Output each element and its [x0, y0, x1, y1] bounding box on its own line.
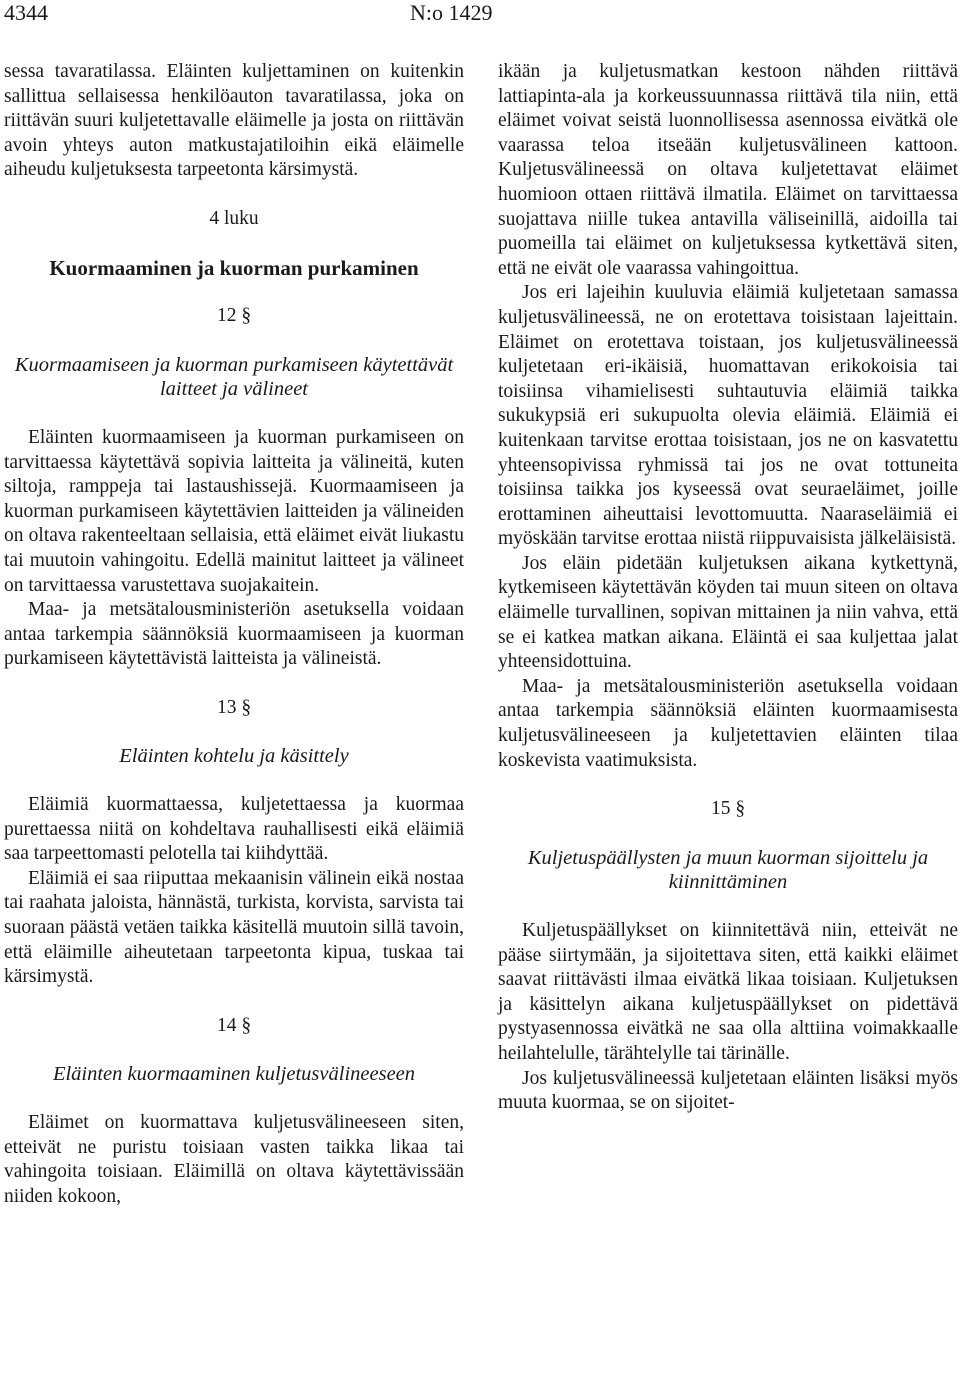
left-column: [4, 60, 464, 1209]
section-14-paragraph-3: Jos eläin pidetään kuljetuksen aikana kytkettynä, kytkemiseen käytettävän köyden tai muun siteen on oltava eläimelle turvallinen, sopivan mittainen ja niin vahva, että se ei katkea matkan aikana. Eläintä ei saa kuljettaa jalat yhteensidottuina.: [498, 552, 958, 673]
section-15-paragraph-2: Jos kuljetusvälineessä kuljetetaan eläinten lisäksi myös muuta kuormaa, se on sijoitet-: [498, 1067, 958, 1114]
section-12-title: Kuormaamiseen ja kuorman purkamiseen käytettävät laitteet ja välineet: [14, 353, 454, 401]
section-15-number: 15 §: [710, 798, 746, 820]
section-14-number: 14 §: [216, 1014, 252, 1036]
continued-paragraph: sessa tavaratilassa. Eläinten kuljettaminen on kuitenkin sallittua sellaisessa henkilöauton tavaratilassa, joka on riittävän suuri kuljetettavalle eläimelle ja josta on riittävän avoin yhteys auton matkustajatiloihin eikä eläimelle aiheudu kuljetuksesta tarpeetonta kärsimystä.: [4, 61, 464, 181]
section-14-title: Eläinten kuormaaminen kuljetusvälineeseen: [52, 1063, 416, 1086]
chapter-title: Kuormaaminen ja kuorman purkaminen: [49, 255, 419, 280]
section-13-paragraph-1: Eläimiä kuormattaessa, kuljetettaessa ja kuormaa purettaessa niitä on kohdeltava rauhallisesti eikä eläimiä saa tarpeettomasti pelotella tai kiihdyttää.: [4, 794, 464, 865]
section-13-paragraph-2: Eläimiä ei saa riiputtaa mekaanisin välinein eikä nostaa tai raahata jaloista, hännästä, turkista, korvista, sarvista tai suoraan päästä vetäen taikka käsitellä muutoin sillä tavoin, että eläimille aiheutetaan tarpeetonta kipua, tuskaa tai kärsimystä.: [4, 867, 464, 988]
chapter-number: 4 luku: [209, 207, 259, 229]
page-number: 4344: [4, 0, 48, 25]
section-13-title: Eläinten kohtelu ja käsittely: [119, 745, 349, 768]
section-14-paragraph-1: Eläimet on kuormattava kuljetusvälineeseen siten, etteivät ne puristu toisiaan vasten taikka likaa tai vahingoita toisiaan. Eläimillä on oltava käytettävissään niiden kokoon,: [4, 1112, 464, 1207]
section-12-paragraph-2: Maa- ja metsätalousministeriön asetuksella voidaan antaa tarkempia säännöksiä kuormaamiseen ja kuorman purkamiseen käytettävistä laitteista ja välineistä.: [4, 599, 464, 670]
section-12-paragraph-1: Eläinten kuormaamiseen ja kuorman purkamiseen on tarvittaessa käytettävä sopivia laitteita ja välineitä, kuten siltoja, ramppeja tai lastaushissejä. Kuormaamiseen ja kuorman purkamiseen käytettävien laitteiden ja välineiden on oltava rakenteeltaan sellaisia, että eläimet eivät liukastu tai muutoin vahingoitu. Edellä mainitut laitteet ja välineet on tarvittaessa varustettava suojakaitein.: [4, 426, 464, 596]
section-12-number: 12 §: [216, 305, 252, 327]
right-column: [498, 60, 958, 1116]
section-15-title: Kuljetuspäällysten ja muun kuorman sijoittelu ja kiinnittäminen: [527, 846, 929, 894]
section-14-paragraph-4: Maa- ja metsätalousministeriön asetuksella voidaan antaa tarkempia säännöksiä eläinten kuormaamisesta kuljetusvälineeseen ja kuljetettavien eläinten tilaa koskevista vaatimuksista.: [498, 675, 958, 771]
section-14-paragraph-2: Jos eri lajeihin kuuluvia eläimiä kuljetetaan samassa kuljetusvälineessä, ne on erotettava toisistaan lajeittain. Eläimet on erotettava toistaan, jos kuljetusvälineessä kuljetetaan eri-ikäisiä, huomattavan erikokoisia tai toisiinsa vihamielisesti suhtautuvia eläimiä taikka sukukypsiä eri sukupuolta olevia eläimiä. Eläimiä ei kuitenkaan tarvitse erottaa toisistaan, jos ne on kasvatettu yhteensopivissa ryhmissä tai jos ne ovat tottuneita toisiinsa taikka jos kyseessä ovat seuraeläimet, joille erottaminen aiheuttaisi levottomuutta. Naaraseläimiä ei myöskään tarvitse erottaa niistä riippuvaisista jälkeläisistä.: [498, 282, 958, 550]
issue-number: N:o 1429: [410, 0, 493, 25]
section-15-paragraph-1: Kuljetuspäällykset on kiinnitettävä niin, etteivät ne pääse siirtymään, ja sijoitettava siten, että kaikki eläimet saavat riittävästi ilmaa eivätkä likaa toisiaan. Kuljetuksen ja käsittelyn aikana kuljetuspäällykset on pidettävä pystyasennossa eivätkä ne saa olla alttiina voimakkaalle heilahtelulle, tärähtelylle tai tärinälle.: [498, 920, 958, 1064]
continued-paragraph-right: ikään ja kuljetusmatkan kestoon nähden riittävä lattiapinta-ala ja korkeussuunnassa riittävä tila niin, että eläimet voivat seistä luonnollisessa asennossa eivätkä ole vaarassa teloa itseään kuljetusvälineen kattoon. Kuljetusvälineessä on oltava kuljetettavat eläimet huomioon ottaen riittävä ilmatila. Eläimet on tarvittaessa suojattava niille tukea antavilla väliseinillä, aidoilla tai puomeilla tai eläimet on kuljetuksessa kytkettävä siten, että ne eivät ole vaarassa vahingoittua.: [498, 61, 958, 279]
section-13-number: 13 §: [216, 696, 252, 718]
